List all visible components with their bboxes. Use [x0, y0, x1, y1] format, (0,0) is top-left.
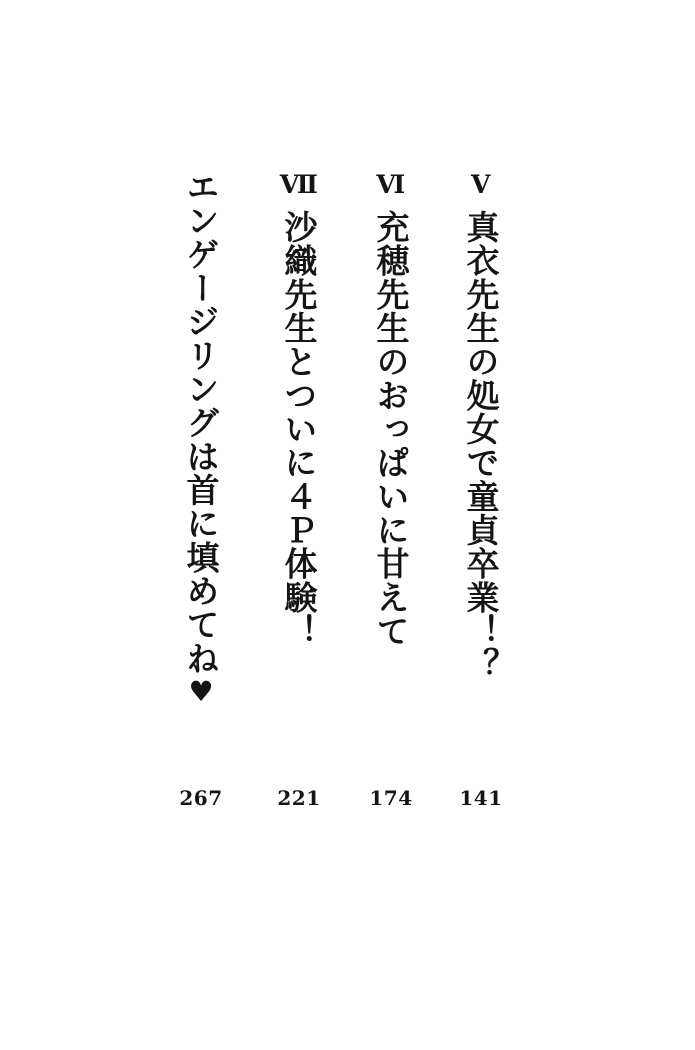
page-number: 267	[179, 786, 223, 810]
page-number: 221	[277, 786, 321, 810]
heart-icon: ♥	[184, 674, 218, 709]
chapter-numeral: Ⅵ	[376, 170, 406, 199]
chapter-numeral: Ⅶ	[279, 170, 319, 199]
page-number: 141	[459, 786, 503, 810]
chapter-numeral: Ⅴ	[471, 170, 491, 199]
page-number: 174	[369, 786, 413, 810]
toc-entry[interactable]	[155, 170, 247, 850]
toc-entry[interactable]	[435, 170, 527, 850]
chapter-title	[181, 170, 221, 830]
chapter-title-text: エンゲージリングは首に填めてね	[181, 170, 221, 675]
chapter-title: 沙織先生とついに４Ｐ体験！	[279, 210, 319, 648]
chapter-title: 真衣先生の処女で童貞卒業！？	[461, 210, 501, 682]
toc-entry[interactable]	[253, 170, 345, 850]
toc-entry[interactable]	[345, 170, 437, 850]
chapter-title: 充穂先生のおっぱいに甘えて	[371, 210, 411, 648]
